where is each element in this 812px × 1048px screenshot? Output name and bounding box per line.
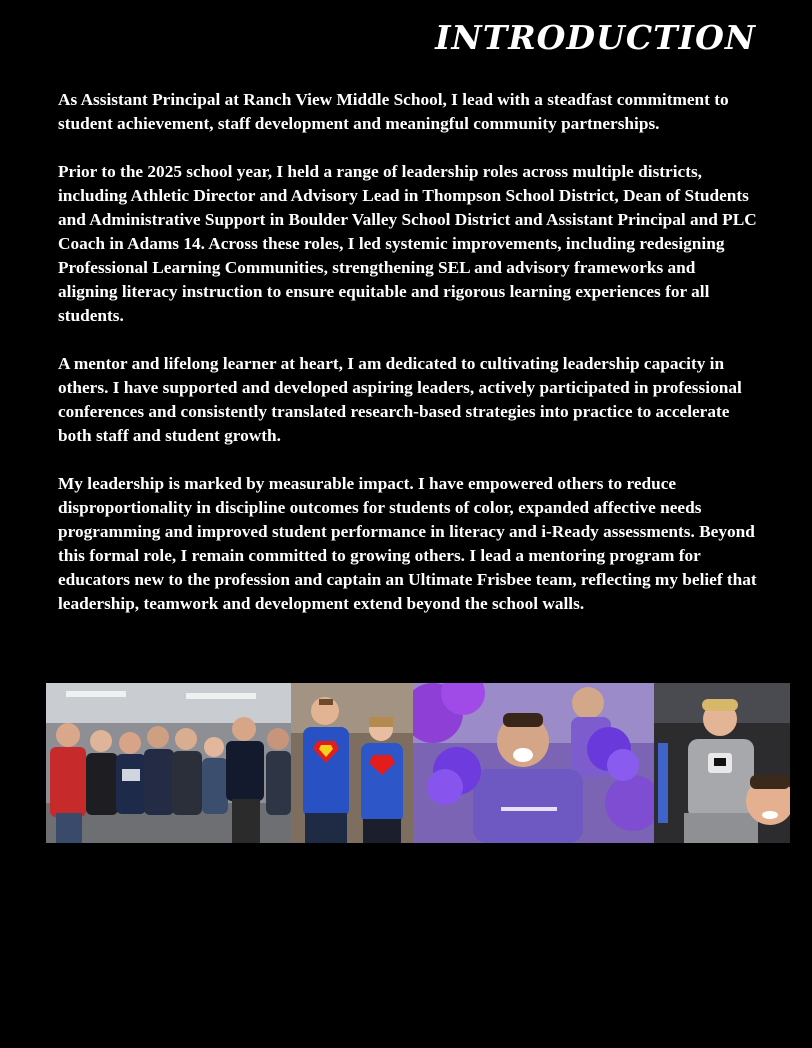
superman-shirts-photo [291, 683, 413, 843]
intro-paragraph-1: As Assistant Principal at Ranch View Middle School, I lead with a steadfast commitment to student achievement, staff development and meaningful community partnerships. [58, 90, 729, 133]
intro-paragraph-4: My leadership is marked by measurable impact. I have empowered others to reduce disproportionality in discipline outcomes for students of color, expanded affective needs programming and improved student performance in literacy and i-Ready assessments. Beyond this formal role, I remain committed to growing others. I lead a mentoring program for educators new to the profession and captain an Ultimate Frisbee team, reflecting my belief that leadership, teamwork and development extend beyond the school walls. [58, 474, 757, 613]
purple-spirit-photo [413, 683, 654, 843]
staff-group-photo [46, 683, 291, 843]
page-title: INTRODUCTION [435, 18, 756, 57]
intro-paragraph-2: Prior to the 2025 school year, I held a range of leadership roles across multiple districts, including Athletic Director and Advisory Lead in Thompson School District, Dean of Students and Administrative Support in Boulder Valley School District and Assistant Principal and PLC Coach in Adams 14. Across these roles, I led systemic improvements, including redesigning Professional Learning Communities, strengthening SEL and advisory frameworks and aligning literacy instruction to ensure equitable and rigorous learning experiences for all students. [58, 162, 757, 325]
intro-paragraph-3: A mentor and lifelong learner at heart, I am dedicated to cultivating leadership capacity in others. I have supported and developed aspiring leaders, actively participated in professional conferences and consistently translated research-based strategies into practice to accelerate both staff and student growth. [58, 354, 742, 445]
intro-body [58, 88, 758, 640]
costume-selfie-photo [654, 683, 790, 843]
photo-collage [46, 683, 790, 843]
